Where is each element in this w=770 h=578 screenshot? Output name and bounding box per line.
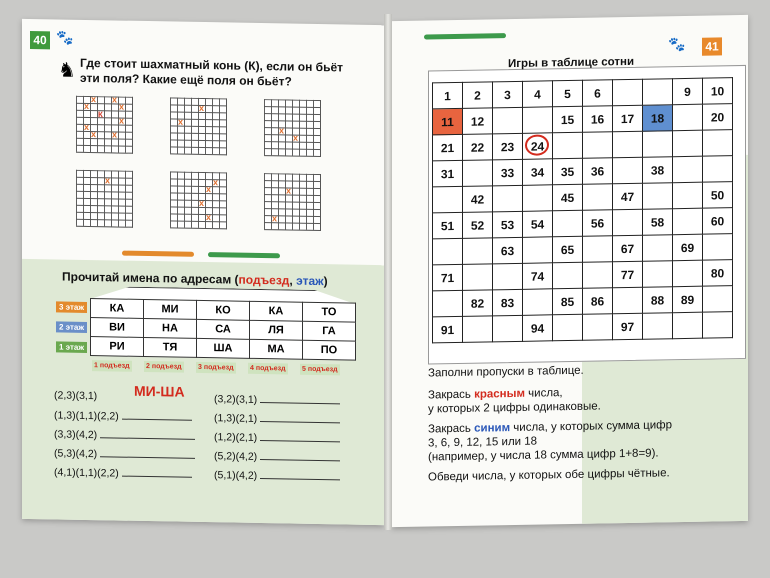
hundred-cell (673, 104, 703, 131)
address-right-3: (1,2)(2,1) (214, 430, 340, 445)
hundred-cell: 82 (463, 290, 493, 317)
hundred-cell (433, 186, 463, 213)
circle-mark (525, 134, 549, 155)
entrance-label-1: 1 подъезд (92, 360, 132, 372)
hundred-cell: 71 (433, 264, 463, 291)
hundred-cell: 97 (613, 313, 643, 340)
chess-knight-icon: ♞ (58, 59, 76, 82)
instruction-red-1: Закрась красным числа, (428, 387, 563, 402)
chess-board-2: x x (170, 97, 227, 155)
hundred-cell (493, 315, 523, 342)
address-left-1: (2,3)(3,1) (54, 389, 98, 403)
hundred-cell: 31 (433, 160, 463, 187)
hundred-cell (703, 156, 733, 183)
hundred-row (433, 312, 733, 343)
instruction-blue-1: Закрась синим числа, у которых сумма цифр (428, 419, 672, 436)
hundred-cell (553, 262, 583, 289)
hundred-cell: 20 (703, 104, 733, 131)
hundred-cell: 36 (583, 158, 613, 185)
hundred-cell (613, 209, 643, 236)
hundred-cell: 60 (703, 208, 733, 235)
hundred-cell: 2 (463, 82, 493, 109)
hundred-cell: 4 (523, 81, 553, 108)
hundred-table (432, 77, 733, 343)
address-left-3: (3,3)(4,2) (54, 427, 195, 442)
hundred-cell (673, 260, 703, 287)
hundred-cell: 11 (433, 108, 463, 135)
chess-board-5: x x x x (170, 171, 227, 229)
hundred-cell: 47 (613, 183, 643, 210)
floor-label-1: 1 этаж (56, 341, 87, 353)
hundred-cell (583, 314, 613, 341)
hundred-cell: 51 (433, 212, 463, 239)
hundred-cell: 58 (643, 209, 673, 236)
hundred-cell (433, 238, 463, 265)
hundred-cell (583, 132, 613, 159)
entrance-label-3: 3 подъезд (196, 362, 236, 374)
hundred-cell: 21 (433, 134, 463, 161)
hundred-cell (703, 312, 733, 339)
hundred-cell: 22 (463, 134, 493, 161)
hundred-cell: 16 (583, 106, 613, 133)
hundred-cell: 35 (553, 158, 583, 185)
hundred-cell: 56 (583, 210, 613, 237)
hundred-cell: 89 (673, 286, 703, 313)
hundred-cell (613, 287, 643, 314)
left-page (22, 19, 384, 525)
right-page (392, 15, 748, 527)
hundred-cell (463, 238, 493, 265)
hundred-cell (673, 130, 703, 157)
question-line-1: Где стоит шахматный конь (К), если он бьёт (80, 55, 344, 75)
cat-doodle-icon: 🐾 (56, 29, 74, 46)
address-left-2: (1,3)(1,1)(2,2) (54, 408, 192, 423)
address-left-5: (4,1)(1,1)(2,2) (54, 465, 192, 480)
entrance-label-5: 5 подъезд (300, 364, 340, 376)
hundred-cell: 85 (553, 288, 583, 315)
hundred-cell (643, 235, 673, 262)
entrance-label-4: 4 подъезд (248, 363, 288, 375)
hundred-cell (703, 130, 733, 157)
page-number-left: 40 (30, 31, 50, 49)
hundred-cell: 94 (523, 315, 553, 342)
hundred-cell (643, 79, 673, 106)
hundred-cell: 52 (463, 212, 493, 239)
hundred-cell: 33 (493, 159, 523, 186)
chess-board-6: x x (264, 173, 321, 231)
hundred-cell: 6 (583, 80, 613, 107)
hundred-cell: 9 (673, 78, 703, 105)
hundred-cell: 5 (553, 80, 583, 107)
hundred-cell (463, 264, 493, 291)
hundred-cell: 69 (673, 234, 703, 261)
hundred-cell: 77 (613, 261, 643, 288)
hundred-cell (703, 286, 733, 313)
green-pencil (208, 252, 280, 258)
hundred-cell (613, 79, 643, 106)
chess-board-1: x x x x К x x x x (76, 96, 133, 154)
hundred-cell (463, 316, 493, 343)
hundred-cell: 74 (523, 263, 553, 290)
hundred-cell (643, 183, 673, 210)
hundred-cell (493, 185, 523, 212)
hundred-cell: 18 (643, 105, 673, 132)
hundred-cell: 23 (493, 133, 523, 160)
hundred-cell: 45 (553, 184, 583, 211)
hundred-cell: 12 (463, 108, 493, 135)
grid-row-3: КА МИ КО КА ТО (91, 299, 356, 323)
hundred-cell: 15 (553, 106, 583, 133)
hundred-cell (553, 314, 583, 341)
hundred-cell: 53 (493, 211, 523, 238)
page-number-right: 41 (702, 37, 722, 55)
hundred-cell (583, 236, 613, 263)
hundred-cell (643, 131, 673, 158)
hundred-cell: 83 (493, 289, 523, 316)
hundred-cell: 91 (433, 316, 463, 343)
hundred-cell (643, 313, 673, 340)
hundred-cell: 10 (703, 78, 733, 105)
hundred-cell (643, 261, 673, 288)
hundred-cell: 54 (523, 211, 553, 238)
instruction-circle: Обведи числа, у которых обе цифры чётные. (428, 467, 670, 484)
hundred-cell (673, 208, 703, 235)
hundred-cell: 38 (643, 157, 673, 184)
hundred-cell (673, 312, 703, 339)
hundred-cell (433, 290, 463, 317)
address-right-1: (3,2)(3,1) (214, 392, 340, 407)
example-answer: МИ-ША (134, 382, 185, 400)
hundred-cell (673, 156, 703, 183)
hundred-cell: 63 (493, 237, 523, 264)
hundred-cell (553, 210, 583, 237)
instruction-red-2: у которых 2 цифры одинаковые. (428, 400, 601, 416)
address-left-4: (5,3)(4,2) (54, 446, 195, 461)
book-spine (384, 14, 392, 530)
cat-doodle-icon: 🐾 (668, 35, 686, 53)
hundred-cell: 1 (433, 82, 463, 109)
hundred-cell: 80 (703, 260, 733, 287)
hundred-cell (703, 234, 733, 261)
hundred-cell: 42 (463, 186, 493, 213)
hundred-cell (613, 157, 643, 184)
hundred-cell: 24 (523, 133, 553, 160)
hundred-cell (673, 182, 703, 209)
hundred-cell: 50 (703, 182, 733, 209)
hundred-cell (583, 262, 613, 289)
instruction-blue-3: (например, у числа 18 сумма цифр 1+8=9). (428, 447, 659, 464)
table-title: Игры в таблице сотни (508, 55, 635, 71)
hundred-cell (613, 131, 643, 158)
hundred-cell (553, 132, 583, 159)
hundred-cell: 67 (613, 235, 643, 262)
chess-board-4: x (76, 170, 133, 228)
instruction-fill: Заполни пропуски в таблице. (428, 364, 584, 380)
hundred-cell: 34 (523, 159, 553, 186)
hundred-cell (523, 107, 553, 134)
address-right-4: (5,2)(4,2) (214, 449, 340, 464)
address-right-5: (5,1)(4,2) (214, 468, 340, 483)
hundred-cell: 17 (613, 105, 643, 132)
hundred-cell (523, 237, 553, 264)
hundred-cell (523, 289, 553, 316)
hundred-cell: 86 (583, 288, 613, 315)
hundred-cell (493, 263, 523, 290)
hundred-cell (583, 184, 613, 211)
floor-label-2: 2 этаж (56, 321, 87, 333)
question-line-2: эти поля? Какие ещё поля он бьёт? (80, 70, 292, 89)
address-title: Прочитай имена по адресам (подъезд, этаж) (62, 269, 328, 289)
hundred-cell (463, 160, 493, 187)
orange-pencil (122, 251, 194, 257)
grid-row-2: ВИ НА СА ЛЯ ГА (91, 318, 356, 342)
hundred-cell (523, 185, 553, 212)
hundred-cell: 3 (493, 81, 523, 108)
chess-board-3: x x (264, 99, 321, 157)
hundred-cell (493, 107, 523, 134)
address-right-2: (1,3)(2,1) (214, 411, 340, 426)
floor-label-3: 3 этаж (56, 301, 87, 313)
address-grid (90, 298, 356, 361)
hundred-cell: 65 (553, 236, 583, 263)
hundred-cell: 88 (643, 287, 673, 314)
entrance-label-2: 2 подъезд (144, 361, 184, 373)
instruction-blue-2: 3, 6, 9, 12, 15 или 18 (428, 435, 538, 450)
grid-row-1: РИ ТЯ ША МА ПО (91, 337, 356, 361)
green-pencil (424, 33, 506, 39)
